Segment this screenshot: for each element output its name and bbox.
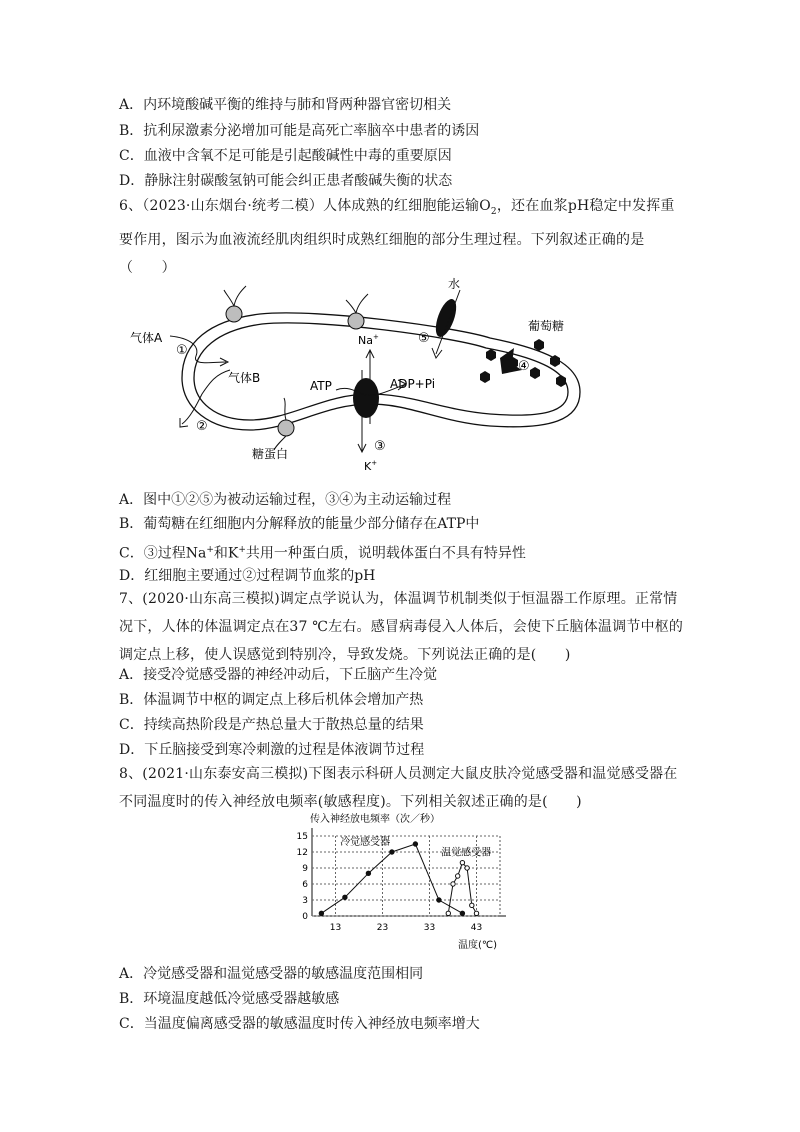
q6-stem: 6、（2023·山东烟台·统考二模）人体成熟的红细胞能运输$O_2$，还在血浆pH稳定中发挥重要作用，图示为血液流经肌肉组织时成熟红细胞的部分生理过程。下列叙述正确的是（ ） bbox=[119, 198, 675, 276]
glycoprotein-top-middle bbox=[346, 294, 368, 329]
process-3-label: ③ bbox=[374, 439, 386, 454]
gas-a-label: 气体A bbox=[130, 331, 163, 345]
data-point bbox=[366, 871, 370, 875]
y-axis-label: 传入神经放电频率（次／秒） bbox=[310, 814, 440, 825]
water-channel bbox=[432, 296, 461, 339]
data-point bbox=[460, 911, 464, 915]
sensory-receptor-chart bbox=[290, 808, 520, 958]
data-point bbox=[413, 842, 417, 846]
warm-receptor-label: 温觉感受器 bbox=[441, 847, 492, 859]
gas-b-label: 气体B bbox=[228, 371, 261, 385]
data-point bbox=[470, 903, 474, 907]
q5-option-c: C．血液中含氧不足可能是引起酸碱性中毒的重要原因 bbox=[119, 148, 452, 164]
atp-label: ATP bbox=[310, 379, 332, 393]
data-point bbox=[437, 898, 441, 902]
process-1-label: ① bbox=[176, 343, 188, 358]
q8-option-b: B．环境温度越低冷觉感受器越敏感 bbox=[119, 991, 340, 1007]
sodium-label: Na+ bbox=[358, 333, 379, 347]
water-label: 水 bbox=[448, 277, 461, 291]
x-tick-label: 33 bbox=[423, 923, 436, 933]
data-point bbox=[451, 882, 455, 886]
sodium-potassium-pump bbox=[353, 378, 379, 418]
q7-option-c: C．持续高热阶段是产热总量大于散热总量的结果 bbox=[119, 717, 424, 733]
glucose-label: 葡萄糖 bbox=[528, 319, 565, 333]
x-tick-label: 43 bbox=[470, 923, 483, 933]
y-tick-label: 15 bbox=[296, 832, 308, 842]
q7-option-d: D．下丘脑接受到寒冷刺激的过程是体液调节过程 bbox=[119, 742, 425, 758]
data-point bbox=[446, 911, 450, 915]
q7-option-a: A．接受冷觉感受器的神经冲动后，下丘脑产生冷觉 bbox=[119, 667, 438, 683]
x-tick-label: 13 bbox=[329, 923, 342, 933]
data-point bbox=[460, 860, 464, 864]
potassium-label: K+ bbox=[364, 459, 378, 473]
q7-stem: 7、(2020·山东高三模拟)调定点学说认为，体温调节机制类似于恒温器工作原理。正常情况下，人体的体温调定点在37 ℃左右。感冒病毒侵入人体后，会使下丘脑体温调节中枢的调定点上移，使人误感觉到特别冷，导致发烧。下列说法正确的是( ) bbox=[119, 591, 684, 663]
y-tick-label: 9 bbox=[302, 864, 308, 874]
q6-option-a: A．图中①②⑤为被动运输过程，③④为主动运输过程 bbox=[119, 492, 452, 508]
adp-label: ADP+Pi bbox=[390, 377, 436, 391]
process-2-label: ② bbox=[196, 419, 208, 434]
q6-option-d: D．红细胞主要通过②过程调节血浆的pH bbox=[119, 568, 376, 584]
q5-option-b: B．抗利尿激素分泌增加可能是高死亡率脑卒中患者的诱因 bbox=[119, 123, 480, 139]
process-5-label: ⑤ bbox=[418, 331, 430, 346]
q7-option-b: B．体温调节中枢的调定点上移后机体会增加产热 bbox=[119, 692, 424, 708]
red-blood-cell-diagram bbox=[130, 270, 600, 480]
y-tick-label: 0 bbox=[302, 912, 308, 922]
x-tick-label: 23 bbox=[376, 923, 389, 933]
glycoprotein-bottom bbox=[274, 398, 294, 450]
q6-option-b: B．葡萄糖在红细胞内分解释放的能量少部分储存在ATP中 bbox=[119, 516, 480, 532]
q5-option-d: D．静脉注射碳酸氢钠可能会纠正患者酸碱失衡的状态 bbox=[119, 173, 453, 189]
q8-option-a: A．冷觉感受器和温觉感受器的敏感温度范围相同 bbox=[119, 966, 424, 982]
y-tick-label: 12 bbox=[296, 848, 308, 858]
q8-stem: 8、(2021·山东泰安高三模拟)下图表示科研人员测定大鼠皮肤冷觉感受器和温觉感受器在不同温度时的传入神经放电频率(敏感程度)。下列相关叙述正确的是( ) bbox=[119, 766, 678, 810]
data-point bbox=[456, 874, 460, 878]
data-point bbox=[343, 895, 347, 899]
q5-option-a: A．内环境酸碱平衡的维持与肺和肾两种器官密切相关 bbox=[119, 97, 452, 113]
q6-option-c: C．③过程Na+和K+共用一种蛋白质，说明载体蛋白不具有特异性 bbox=[119, 545, 526, 562]
glycoprotein-label: 糖蛋白 bbox=[252, 447, 289, 461]
y-tick-label: 6 bbox=[302, 880, 308, 890]
process-4-label: ④ bbox=[518, 359, 530, 374]
data-point bbox=[474, 911, 478, 915]
data-point bbox=[465, 866, 469, 870]
x-axis-label: 温度(℃) bbox=[458, 940, 498, 951]
y-tick-label: 3 bbox=[302, 896, 308, 906]
data-point bbox=[390, 850, 394, 854]
q8-option-c: C．当温度偏离感受器的敏感温度时传入神经放电频率增大 bbox=[119, 1016, 480, 1032]
data-point bbox=[319, 911, 323, 915]
cold-receptor-label: 冷觉感受器 bbox=[340, 837, 391, 849]
